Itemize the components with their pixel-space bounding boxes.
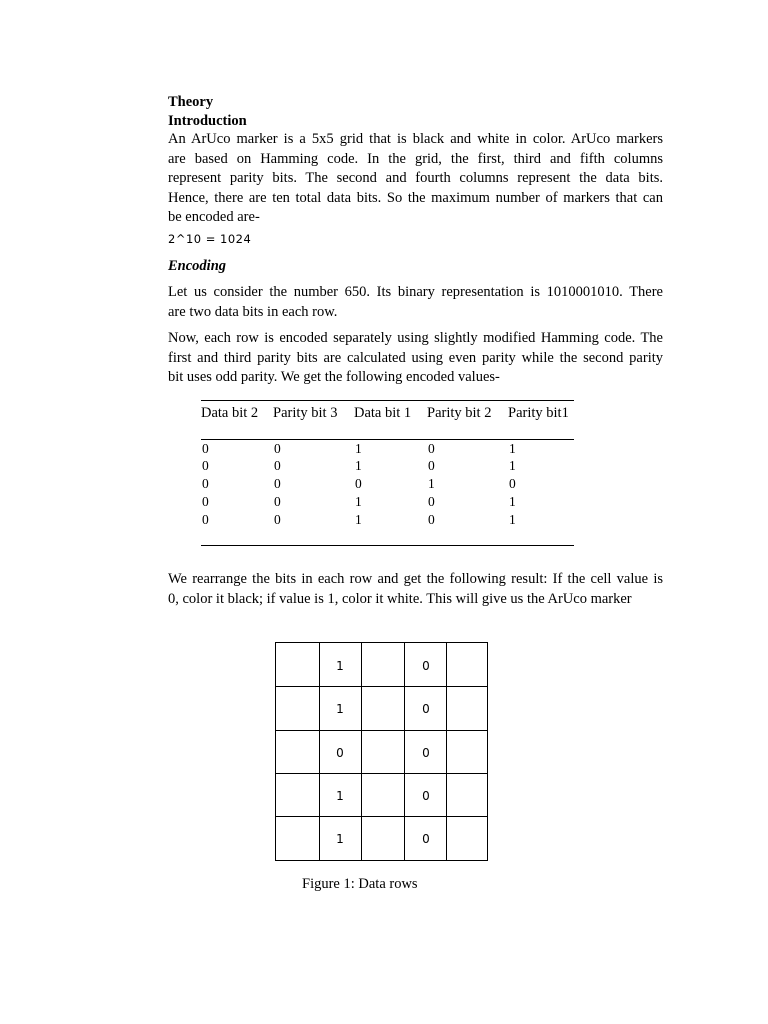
rearrange-line: We rearrange the bits in each row and get the following result: If the cell value is	[168, 571, 663, 587]
table-cell: 0	[428, 512, 435, 527]
introduction-heading: Introduction	[168, 113, 247, 129]
rearrange-paragraph	[168, 570, 663, 609]
table-cell: 1	[355, 512, 362, 527]
formula: 2^10 = 1024	[168, 232, 252, 246]
table-cell: 1	[509, 441, 516, 456]
table-header-parity-bit-3: Parity bit 3	[273, 405, 338, 421]
figure-caption: Figure 1: Data rows	[302, 876, 418, 892]
intro-line: An ArUco marker is a 5x5 grid that is black and white in color. ArUco markers	[168, 131, 663, 147]
table-top-rule	[201, 400, 574, 401]
encoding-line: Now, each row is encoded separately using slightly modified Hamming code. The	[168, 330, 663, 346]
table-header-parity-bit-1: Parity bit1	[508, 405, 569, 421]
grid-cell: 1	[336, 789, 344, 803]
table-cell: 0	[202, 476, 209, 491]
data-rows-grid	[275, 642, 488, 861]
encoding-paragraph-1	[168, 283, 663, 322]
grid-cell: 1	[336, 702, 344, 716]
table-cell: 0	[274, 512, 281, 527]
grid-line	[276, 816, 487, 817]
table-cell: 1	[509, 494, 516, 509]
grid-cell: 0	[422, 659, 430, 673]
table-cell: 1	[355, 458, 362, 473]
grid-cell: 0	[336, 746, 344, 760]
encoding-line: first and third parity bits are calculated using even parity while the second parity	[168, 349, 663, 366]
table-cell: 0	[202, 458, 209, 473]
grid-cell: 1	[336, 659, 344, 673]
table-header-data-bit-1: Data bit 1	[354, 405, 412, 421]
intro-paragraph	[168, 130, 663, 228]
grid-line	[361, 643, 362, 860]
table-cell: 0	[274, 458, 281, 473]
grid-cell: 1	[336, 832, 344, 846]
table-cell: 0	[202, 512, 209, 527]
table-header-parity-bit-2: Parity bit 2	[427, 405, 492, 421]
encoding-line: bit uses odd parity. We get the following encoded values-	[168, 369, 500, 385]
table-cell: 0	[274, 494, 281, 509]
grid-cell: 0	[422, 789, 430, 803]
table-bottom-rule	[201, 545, 574, 546]
grid-line	[276, 686, 487, 687]
intro-line: Hence, there are ten total data bits. So the maximum number of markers that can	[168, 189, 663, 206]
encoding-heading: Encoding	[168, 258, 227, 274]
table-cell: 1	[355, 494, 362, 509]
intro-line: represent parity bits. The second and fourth columns represent the data bits.	[168, 170, 663, 186]
table-cell: 0	[509, 476, 516, 491]
table-cell: 0	[202, 494, 209, 509]
rearrange-line: 0, color it black; if value is 1, color it white. This will give us the ArUco marker	[168, 590, 632, 607]
grid-line	[404, 643, 405, 860]
table-header-data-bit-2: Data bit 2	[201, 405, 259, 421]
grid-cell: 0	[422, 702, 430, 716]
table-cell: 1	[355, 441, 362, 456]
grid-cell: 0	[422, 746, 430, 760]
grid-line	[276, 773, 487, 774]
grid-line	[276, 730, 487, 731]
theory-heading: Theory	[168, 94, 214, 110]
encoding-line: are two data bits in each row.	[168, 303, 338, 320]
encoding-line: Let us consider the number 650. Its binary representation is 1010001010. There	[168, 284, 663, 300]
grid-line	[446, 643, 447, 860]
table-cell: 0	[355, 476, 362, 491]
intro-line: are based on Hamming code. In the grid, the first, third and fifth columns	[168, 150, 663, 167]
intro-line: be encoded are-	[168, 209, 260, 225]
table-cell: 0	[202, 441, 209, 456]
table-cell: 1	[509, 458, 516, 473]
grid-cell: 0	[422, 832, 430, 846]
table-cell: 0	[428, 458, 435, 473]
table-cell: 1	[428, 476, 435, 491]
encoding-paragraph-2	[168, 329, 663, 388]
table-cell: 0	[428, 494, 435, 509]
table-cell: 0	[274, 476, 281, 491]
table-cell: 0	[428, 441, 435, 456]
table-cell: 0	[274, 441, 281, 456]
table-cell: 1	[509, 512, 516, 527]
grid-line	[319, 643, 320, 860]
